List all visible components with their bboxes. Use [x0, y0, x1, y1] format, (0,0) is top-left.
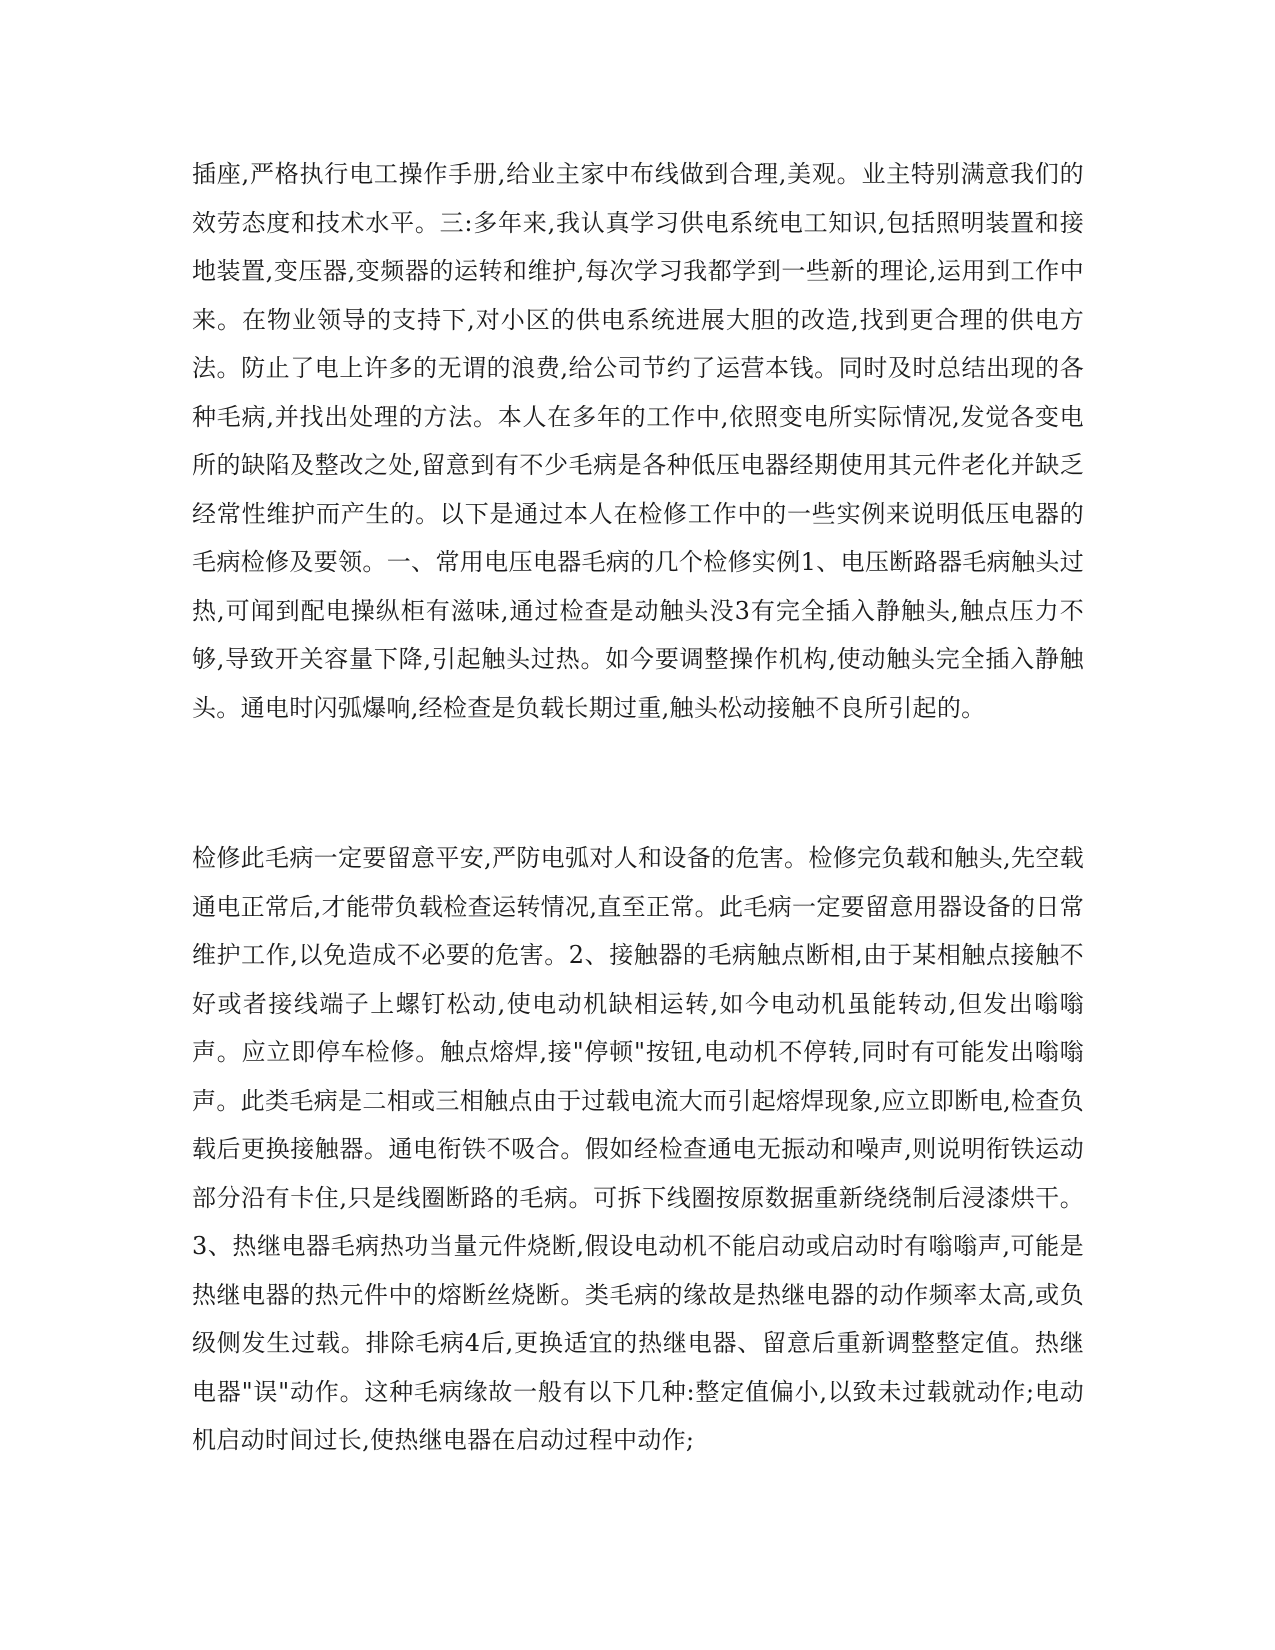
body-paragraph-2: 检修此毛病一定要留意平安,严防电弧对人和设备的危害。检修完负载和触头,先空载通电正常后,才能带负载检查运转情况,直至正常。此毛病一定要留意用器设备的日常维护工作,以免造成不必要的危害。2、接触器的毛病触点断相,由于某相触点接触不好或者接线端子上螺钉松动,使电动机缺相运转,如今电动机虽能转动,但发出嗡嗡声。应立即停车检修。触点熔焊,接"停顿"按钮,电动机不停转,同时有可能发出嗡嗡声。此类毛病是二相或三相触点由于过载电流大而引起熔焊现象,应立即断电,检查负载后更换接触器。通电衔铁不吸合。假如经检查通电无振动和噪声,则说明衔铁运动部分沿有卡住,只是线圈断路的毛病。可拆下线圈按原数据重新绕绕制后浸漆烘干。3、热继电器毛病热功当量元件烧断,假设电动机不能启动或启动时有嗡嗡声,可能是热继电器的热元件中的熔断丝烧断。类毛病的缘故是热继电器的动作频率太高,或负级侧发生过载。排除毛病4后,更换适宜的热继电器、留意后重新调整整定值。热继电器"误"动作。这种毛病缘故一般有以下几种:整定值偏小,以致未过载就动作;电动机启动时间过长,使热继电器在启动过程中动作;: [192, 844, 1084, 1454]
body-paragraph-1: 插座,严格执行电工操作手册,给业主家中布线做到合理,美观。业主特别满意我们的效劳态度和技术水平。三:多年来,我认真学习供电系统电工知识,包括照明装置和接地装置,变压器,变频器的运转和维护,每次学习我都学到一些新的理论,运用到工作中来。在物业领导的支持下,对小区的供电系统进展大胆的改造,找到更合理的供电方法。防止了电上许多的无谓的浪费,给公司节约了运营本钱。同时及时总结出现的各种毛病,并找出处理的方法。本人在多年的工作中,依照变电所实际情况,发觉各变电所的缺陷及整改之处,留意到有不少毛病是各种低压电器经期使用其元件老化并缺乏经常性维护而产生的。以下是通过本人在检修工作中的一些实例来说明低压电器的毛病检修及要领。一、常用电压电器毛病的几个检修实例1、电压断路器毛病触头过热,可闻到配电操纵柜有滋味,通过检查是动触头没3有完全插入静触头,触点压力不够,导致开关容量下降,引起触头过热。如今要调整操作机构,使动触头完全插入静触头。通电时闪弧爆响,经检查是负载长期过重,触头松动接触不良所引起的。: [192, 160, 1084, 722]
